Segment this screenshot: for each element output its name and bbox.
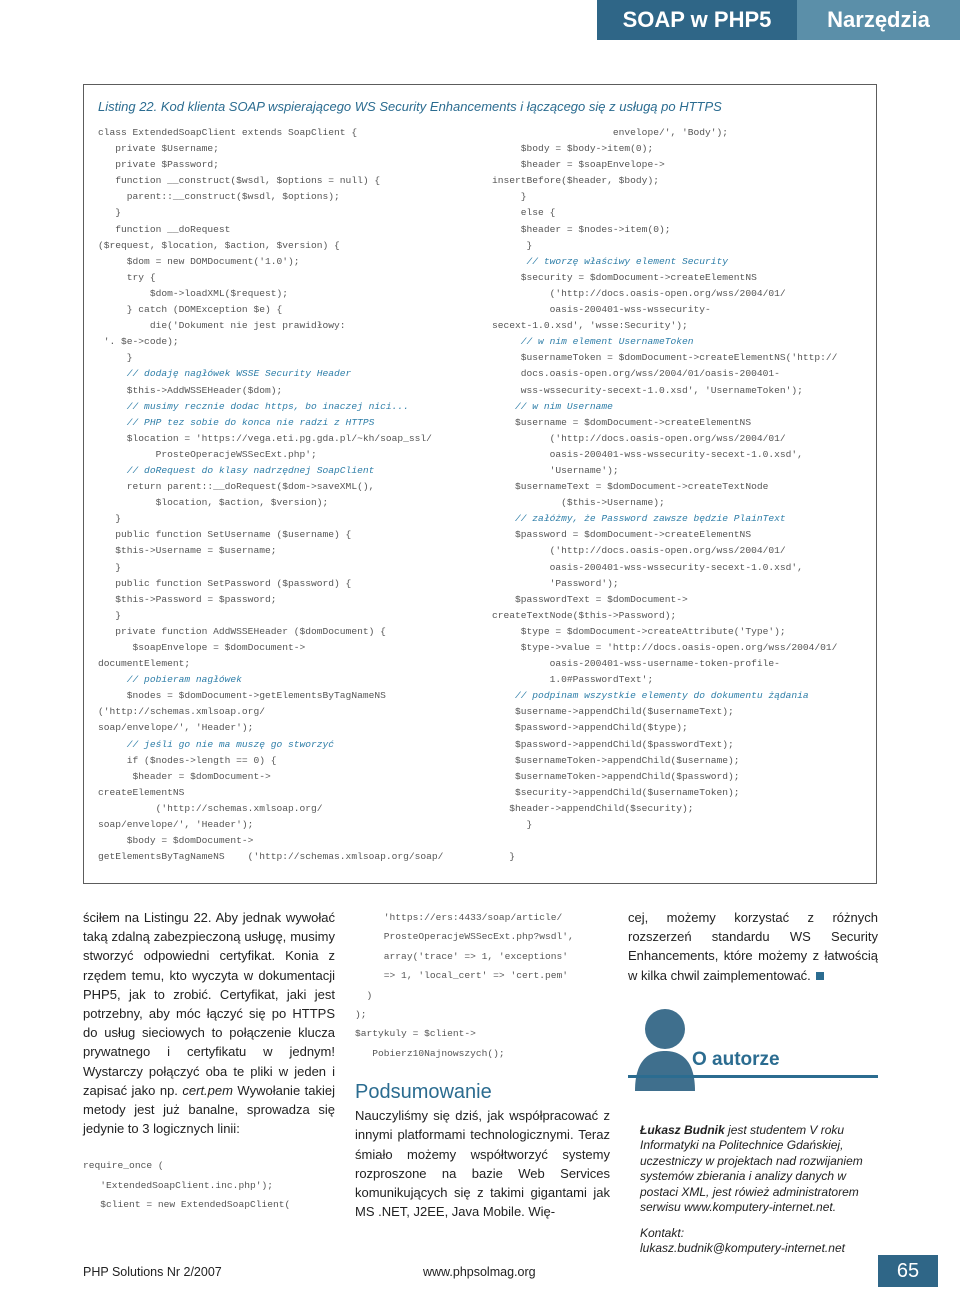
code-line: // doRequest do klasy nadrzędnej SoapClient bbox=[98, 464, 375, 476]
code-line: ProsteOperacjeWSSecExt.php'; bbox=[98, 448, 317, 460]
code-line: } bbox=[98, 352, 133, 364]
article-column-1 bbox=[83, 908, 335, 1215]
code-line: $usernameToken->appendChild($username); bbox=[492, 754, 740, 766]
code-line: oasis-200401-wss-wssecurity-secext-1.0.xsd', bbox=[492, 561, 803, 573]
code-line: $dom->loadXML($request); bbox=[98, 287, 288, 299]
code-line: wss-wssecurity-secext-1.0.xsd', 'UsernameToken'); bbox=[492, 384, 803, 396]
footer-issue: PHP Solutions Nr 2/2007 bbox=[83, 1265, 222, 1279]
author-section-title: O autorze bbox=[692, 1048, 780, 1070]
code-line: private $Username; bbox=[98, 143, 219, 155]
code-line: } bbox=[492, 819, 533, 831]
author-bio-text: jest studentem V roku Informatyki na Politechnice Gdańskiej, uczestniczy w projektach nad rozwijaniem systemów zbierania i analizy danych w postaci XML, jest rówież administratorem serwisu www.komputery-internet.net. bbox=[640, 1122, 863, 1215]
cert-filename: cert.pem bbox=[182, 1082, 233, 1098]
code-listing-box bbox=[83, 84, 877, 884]
code-line: parent::__construct($wsdl, $options); bbox=[98, 191, 340, 203]
code-line: insertBefore($header, $body); bbox=[492, 175, 659, 187]
code-line: $artykuly = $client-> bbox=[355, 1028, 476, 1040]
header-category-tab bbox=[797, 0, 960, 40]
code-line: ($this->Username); bbox=[492, 497, 665, 509]
code-line: '. $e->code); bbox=[98, 336, 179, 348]
header-section-tab bbox=[597, 0, 797, 40]
code-column-right bbox=[492, 125, 837, 865]
end-of-article-icon bbox=[816, 972, 824, 980]
code-line: ); bbox=[355, 1009, 367, 1021]
author-bio bbox=[628, 1123, 878, 1216]
code-line: else { bbox=[492, 207, 556, 219]
code-line: $location, $action, $version); bbox=[98, 497, 329, 509]
article-text: ściłem na Listingu 22. Aby jednak wywołać taką zdalną zabezpieczoną usługę, musimy stworzyć odpowiedni certyfikat. Konia z rzędem temu, kto wyczyta w dokumentacji PHP5, jak to zrobić. Certyfikat, jaki jest potrzebny, aby móc łączyć się po HTTPS do usług sieciowych to połączenie klucza prywatnego i certyfikatu w jednym! Wystarczy połączyć oba te pliki w jeden i zapisać jako np. bbox=[83, 910, 335, 1098]
code-line: $usernameToken = $domDocument->createElementNS('http:// bbox=[492, 352, 838, 364]
article-column-2 bbox=[355, 908, 610, 1221]
code-line: function __doRequest bbox=[98, 223, 231, 235]
code-line: return parent::__doRequest($dom->saveXML(), bbox=[98, 481, 375, 493]
code-line: // jeśli go nie ma muszę go stworzyć bbox=[98, 738, 335, 750]
code-line: function __construct($wsdl, $options = null) { bbox=[98, 175, 381, 187]
code-line: // musimy recznie dodac https, bo inaczej nici... bbox=[98, 400, 409, 412]
header-spacer bbox=[0, 0, 597, 40]
code-line: Pobierz10Najnowszych(); bbox=[355, 1047, 505, 1059]
article-text-continued: Wywołanie takiej metody jest już banalne, sprowadza się jedynie to 3 logicznych linii: bbox=[83, 1082, 335, 1137]
code-line: } bbox=[98, 561, 122, 573]
code-line: createElementNS bbox=[98, 786, 185, 798]
code-line: ('http://docs.oasis-open.org/wss/2004/01/ bbox=[492, 545, 786, 557]
code-line: array('trace' => 1, 'exceptions' bbox=[355, 950, 569, 962]
code-line: } catch (DOMException $e) { bbox=[98, 304, 283, 316]
code-line: 'ExtendedSoapClient.inc.php'); bbox=[83, 1179, 273, 1191]
code-line: envelope/', 'Body'); bbox=[492, 127, 729, 138]
code-line: $password->appendChild($passwordText); bbox=[492, 738, 734, 750]
code-line: $type = $domDocument->createAttribute('Type'); bbox=[492, 625, 786, 637]
code-line: $header = $domDocument-> bbox=[98, 770, 271, 782]
code-line: $password = $domDocument->createElementNS bbox=[492, 529, 752, 541]
code-line: oasis-200401-wss-wssecurity-secext-1.0.xsd', bbox=[492, 448, 803, 460]
code-line: $this->Username = $username; bbox=[98, 545, 277, 557]
code-line: ('http://docs.oasis-open.org/wss/2004/01/ bbox=[492, 432, 786, 444]
header-category-label: Narzędzia bbox=[827, 7, 930, 32]
author-contact bbox=[628, 1226, 878, 1257]
code-line: $body = $domDocument-> bbox=[98, 835, 254, 847]
code-line: $header->appendChild($security); bbox=[492, 802, 694, 814]
code-line: if ($nodes->length == 0) { bbox=[98, 754, 277, 766]
code-line: } bbox=[492, 239, 533, 251]
code-line: private $Password; bbox=[98, 159, 219, 171]
code-line: // PHP tez sobie do konca nie radzi z HTTPS bbox=[98, 416, 375, 428]
article-paragraph bbox=[83, 908, 335, 1138]
code-line: try { bbox=[98, 271, 156, 283]
client-code-snippet-continued bbox=[355, 908, 610, 1063]
code-line: $header = $nodes->item(0); bbox=[492, 223, 671, 235]
code-line: } bbox=[492, 191, 527, 203]
closing-paragraph bbox=[628, 908, 878, 985]
code-line: ProsteOperacjeWSSecExt.php?wsdl', bbox=[355, 931, 574, 943]
code-line: // pobieram nagłówek bbox=[98, 674, 242, 686]
code-line: // załóżmy, że Password zawsze będzie PlainText bbox=[492, 513, 786, 525]
code-line: secext-1.0.xsd', 'wsse:Security'); bbox=[492, 320, 688, 332]
code-line: docs.oasis-open.org/wss/2004/01/oasis-200401- bbox=[492, 368, 780, 380]
code-line: ('http://docs.oasis-open.org/wss/2004/01/ bbox=[492, 287, 786, 299]
code-line: ) bbox=[355, 989, 373, 1001]
code-line: 'Password'); bbox=[492, 577, 619, 589]
page-header bbox=[0, 0, 960, 40]
header-section-label: SOAP w PHP5 bbox=[622, 7, 772, 32]
footer-site-link[interactable]: www.phpsolmag.org bbox=[423, 1265, 536, 1279]
code-line: $passwordText = $domDocument-> bbox=[492, 593, 688, 605]
code-line: $client = new ExtendedSoapClient( bbox=[83, 1199, 291, 1211]
code-line: oasis-200401-wss-username-token-profile- bbox=[492, 658, 780, 670]
contact-email[interactable]: lukasz.budnik@komputery-internet.net bbox=[640, 1241, 845, 1256]
code-column-left bbox=[98, 125, 443, 865]
summary-heading: Podsumowanie bbox=[355, 1081, 492, 1104]
code-line: $header = $soapEnvelope-> bbox=[492, 159, 665, 171]
code-line: // tworzę właściwy element Security bbox=[492, 255, 729, 267]
code-line: soap/envelope/', 'Header'); bbox=[98, 819, 254, 831]
code-line: $location = 'https://vega.eti.pg.gda.pl/~kh/soap_ssl/ bbox=[98, 432, 432, 444]
code-line: $soapEnvelope = $domDocument-> bbox=[98, 642, 306, 653]
closing-text: cej, możemy korzystać z różnych rozszerzeń standardu WS Security Enhancements, które możemy z łatwością w kilka chwil zaimplementować. bbox=[628, 910, 878, 983]
code-line: class ExtendedSoapClient extends SoapClient { bbox=[98, 127, 358, 138]
code-line: $security = $domDocument->createElementNS bbox=[492, 271, 757, 283]
code-line: public function SetPassword ($password) { bbox=[98, 577, 352, 589]
code-line: ('http://schemas.xmlsoap.org/ bbox=[98, 706, 265, 718]
contact-label: Kontakt: bbox=[640, 1225, 685, 1240]
code-line: documentElement; bbox=[98, 658, 191, 670]
code-line: private function AddWSSEHeader ($domDocument) { bbox=[98, 625, 386, 637]
client-code-snippet bbox=[83, 1156, 335, 1214]
author-name: Łukasz Budnik bbox=[640, 1122, 725, 1137]
code-line: createTextNode($this->Password); bbox=[492, 609, 677, 621]
code-line: public function SetUsername ($username) { bbox=[98, 529, 352, 541]
code-line: 1.0#PasswordText'; bbox=[492, 674, 654, 686]
code-line: // podpinam wszystkie elementy do dokumentu żądania bbox=[492, 690, 809, 702]
code-line: 'Username'); bbox=[492, 464, 619, 476]
code-line: => 1, 'local_cert' => 'cert.pem' bbox=[355, 970, 569, 982]
code-line: $nodes = $domDocument->getElementsByTagNameNS bbox=[98, 690, 386, 702]
code-line: $dom = new DOMDocument('1.0'); bbox=[98, 255, 300, 267]
code-line: $this->Password = $password; bbox=[98, 593, 277, 605]
summary-paragraph: Nauczyliśmy się dziś, jak współpracować z innymi platformami technologicznymi. Teraz śmiało możemy współtworzyć systemy rozproszone na bazie Web Services komunikujących się z takimi gigantami jak MS .NET, J2EE, Java Mobile. Wię- bbox=[355, 1108, 610, 1220]
code-line: ('http://schemas.xmlsoap.org/ bbox=[98, 802, 323, 814]
code-line: } bbox=[492, 851, 516, 863]
code-line: require_once ( bbox=[83, 1160, 164, 1172]
code-line: } bbox=[98, 207, 122, 219]
code-line: $usernameToken->appendChild($password); bbox=[492, 770, 740, 782]
code-line: // w nim Username bbox=[492, 400, 613, 412]
code-line: $password->appendChild($type); bbox=[492, 722, 688, 734]
code-line: getElementsByTagNameNS ('http://schemas.xmlsoap.org/soap/ bbox=[98, 851, 444, 863]
code-line: oasis-200401-wss-wssecurity- bbox=[492, 304, 711, 316]
code-line: } bbox=[98, 513, 122, 525]
code-line: $body = $body->item(0); bbox=[492, 143, 654, 155]
listing-title: Listing 22. Kod klienta SOAP wspierającego WS Security Enhancements i łączącego się z usługą po HTTPS bbox=[98, 99, 722, 114]
code-line: soap/envelope/', 'Header'); bbox=[98, 722, 254, 734]
code-line: 'https://ers:4433/soap/article/ bbox=[355, 912, 563, 923]
code-line: $username = $domDocument->createElementNS bbox=[492, 416, 752, 428]
code-line: } bbox=[98, 609, 122, 621]
code-line: $usernameText = $domDocument->createTextNode bbox=[492, 481, 769, 493]
code-line: // dodaję nagłówek WSSE Security Header bbox=[98, 368, 352, 380]
author-divider bbox=[628, 1075, 878, 1078]
code-line: $security->appendChild($usernameToken); bbox=[492, 786, 740, 798]
code-line: // w nim element UsernameToken bbox=[492, 336, 694, 348]
code-line bbox=[492, 833, 837, 849]
article-column-3 bbox=[628, 908, 878, 1257]
code-line: ($request, $location, $action, $version) { bbox=[98, 239, 340, 251]
code-line: $type->value = 'http://docs.oasis-open.org/wss/2004/01/ bbox=[492, 642, 838, 653]
author-header bbox=[628, 999, 878, 1119]
code-line: $this->AddWSSEHeader($dom); bbox=[98, 384, 283, 396]
code-line: die('Dokument nie jest prawidłowy: bbox=[98, 320, 346, 332]
page-number: 65 bbox=[878, 1255, 938, 1287]
code-line: $username->appendChild($usernameText); bbox=[492, 706, 734, 718]
